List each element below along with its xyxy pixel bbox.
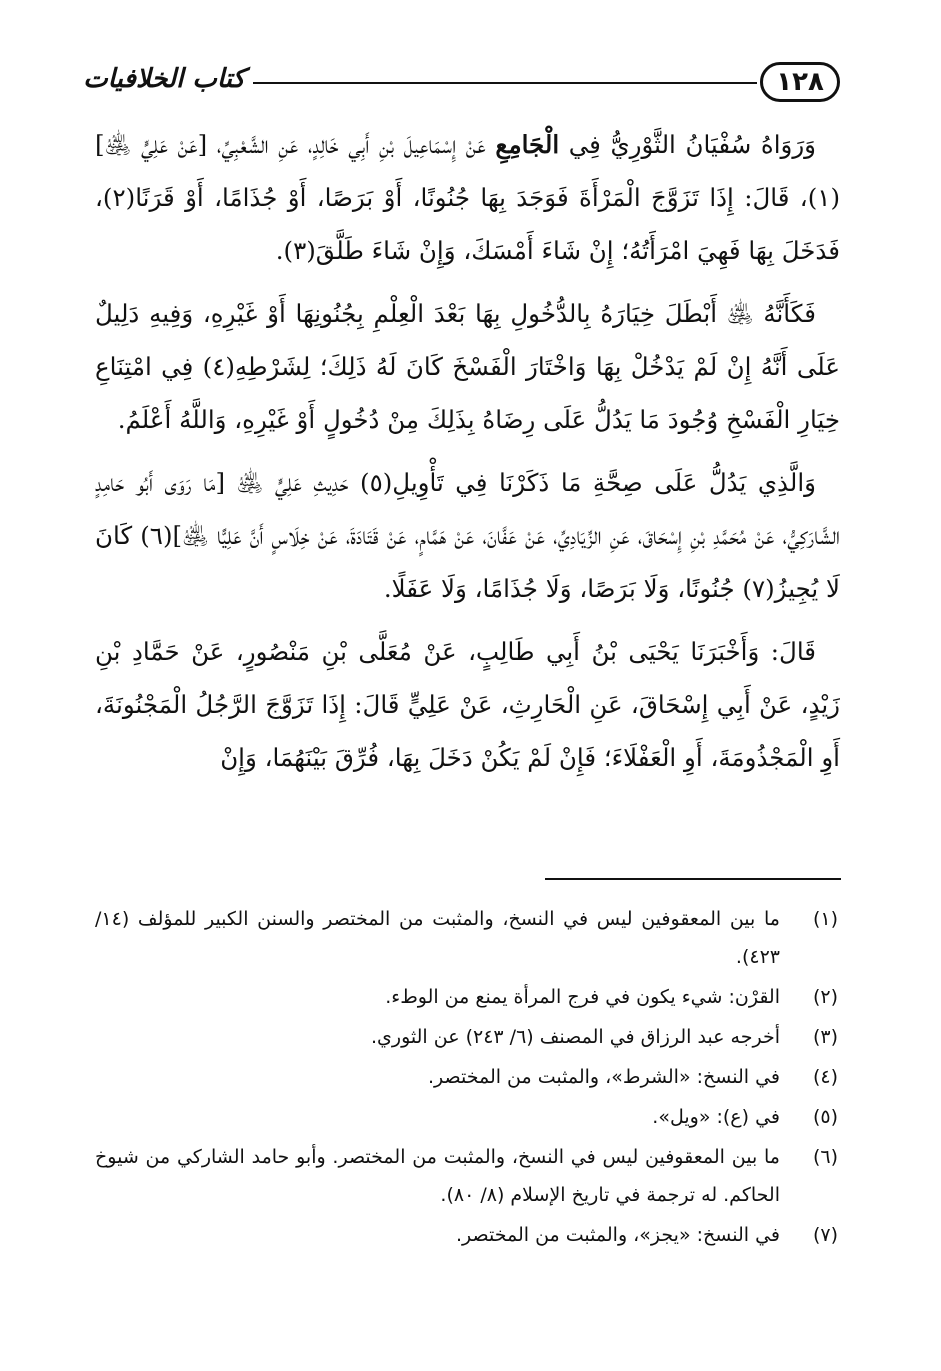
footnote-number: (٤) xyxy=(812,1066,838,1088)
header-rule xyxy=(253,82,757,84)
footnote-separator xyxy=(545,878,841,880)
footnote xyxy=(95,1138,840,1214)
footnote xyxy=(95,1216,840,1254)
footnote-text: ما بين المعقوفين ليس في النسخ، والمثبت من المختصر والسنن الكبير للمؤلف (١٤/ ٤٢٣). xyxy=(95,908,780,968)
footnotes xyxy=(95,900,840,1256)
footnote xyxy=(95,1058,840,1096)
footnote-text: في النسخ: «يجز»، والمثبت من المختصر. xyxy=(456,1224,780,1246)
footnote-number: (٢) xyxy=(812,986,838,1008)
paragraph: وَالَّذِي يَدُلُّ عَلَى صِحَّةِ مَا ذَكَرْنَا فِي تَأْوِيلِ(٥) حَدِيثِ عَلِيٍّ ﵁ [مَا رَوَى أَبُو حَامِدٍ الشَّارَكِيُّ، عَنْ مُحَمَّدِ بْنِ إِسْحَاقَ، عَنِ الزِّيَادِيِّ، عَنْ عَفَّانَ، عَنْ هَمَّامٍ، عَنْ قَتَادَةَ، عَنْ خِلَاسٍ أَنَّ عَلِيًّا ﵁](٦) كَانَ لَا يُجِيزُ(٧) جُنُونًا، وَلَا بَرَصًا، وَلَا جُذَامًا، وَلَا عَفَلًا. xyxy=(95,468,840,603)
footnote-number: (٣) xyxy=(812,1026,838,1048)
paragraph-text: وَرَوَاهُ سُفْيَانُ الثَّوْرِيُّ فِي xyxy=(559,130,816,159)
paragraph: قَالَ: وَأَخْبَرَنَا يَحْيَى بْنُ أَبِي طَالِبٍ، عَنْ مُعَلَّى بْنِ مَنْصُورٍ، عَنْ حَمَّادِ بْنِ زَيْدٍ، عَنْ أَبِي إِسْحَاقَ، عَنِ الْحَارِثِ، عَنْ عَلِيٍّ قَالَ: إِذَا تَزَوَّجَ الرَّجُلُ الْمَجْنُونَةَ، أَوِ الْمَجْذُومَةَ، أَوِ الْعَفْلَاءَ؛ فَإِنْ لَمْ يَكُنْ دَخَلَ بِهَا، فُرِّقَ بَيْنَهُمَا، وَإِنْ xyxy=(95,637,840,772)
footnote xyxy=(95,1018,840,1056)
book-title-reference: الْجَامِعِ xyxy=(495,130,560,159)
footnote-text: ما بين المعقوفين ليس في النسخ، والمثبت من المختصر. وأبو حامد الشاركي من شيوخ الحاكم. له ترجمة في تاريخ الإسلام (٨/ ٨٠). xyxy=(95,1146,780,1206)
footnote-number: (١) xyxy=(812,908,838,930)
footnote-text: القرْن: شيء يكون في فرج المرأة يمنع من الوطء. xyxy=(385,986,780,1008)
footnote-text: في (ع): «ويل». xyxy=(652,1106,780,1128)
paragraph-text: عَنْ إِسْمَاعِيلَ بْنِ أَبِي خَالِدٍ، عَنِ الشَّعْبِيِّ، [عَنْ عَلِيٍّ ﵁](١)، قَالَ: إِذَا تَزَوَّجَ الْمَرْأَةَ فَوَجَدَ بِهَا جُنُونًا، أَوْ بَرَصًا، أَوْ جُذَامًا، أَوْ قَرَنًا(٢)، فَدَخَلَ بِهَا فَهِيَ امْرَأَتُهُ؛ إِنْ شَاءَ أَمْسَكَ، وَإِنْ شَاءَ طَلَّقَ(٣). xyxy=(95,130,840,265)
footnote xyxy=(95,1098,840,1136)
footnote-number: (٦) xyxy=(812,1146,838,1168)
paragraph: فَكَأَنَّهُ ﵁ أَبْطَلَ خِيَارَهُ بِالدُّخُولِ بِهَا بَعْدَ الْعِلْمِ بِجُنُونِهَا أَوْ غَيْرِهِ، وَفِيهِ دَلِيلٌ عَلَى أَنَّهُ إِنْ لَمْ يَدْخُلْ بِهَا وَاخْتَارَ الْفَسْخَ كَانَ لَهُ ذَلِكَ؛ لِشَرْطِهِ(٤) فِي امْتِنَاعِ خِيَارِ الْفَسْخِ وُجُودَ مَا يَدُلُّ عَلَى رِضَاهُ بِذَلِكَ مِنْ دُخُولٍ أَوْ غَيْرِهِ، وَاللَّهُ أَعْلَمُ. xyxy=(95,299,840,434)
main-text xyxy=(95,118,840,794)
page-number-badge: ١٢٨ xyxy=(760,62,840,102)
footnote xyxy=(95,978,840,1016)
footnote-number: (٥) xyxy=(812,1106,838,1128)
footnote-number: (٧) xyxy=(812,1224,838,1246)
page-header xyxy=(83,60,840,110)
footnote xyxy=(95,900,840,976)
paragraph xyxy=(95,118,840,277)
footnote-text: في النسخ: «الشرط»، والمثبت من المختصر. xyxy=(427,1066,780,1088)
running-title: كتاب الخلافيات xyxy=(83,64,245,94)
footnote-text: أخرجه عبد الرزاق في المصنف (٦/ ٢٤٣) عن الثوري. xyxy=(371,1026,780,1048)
